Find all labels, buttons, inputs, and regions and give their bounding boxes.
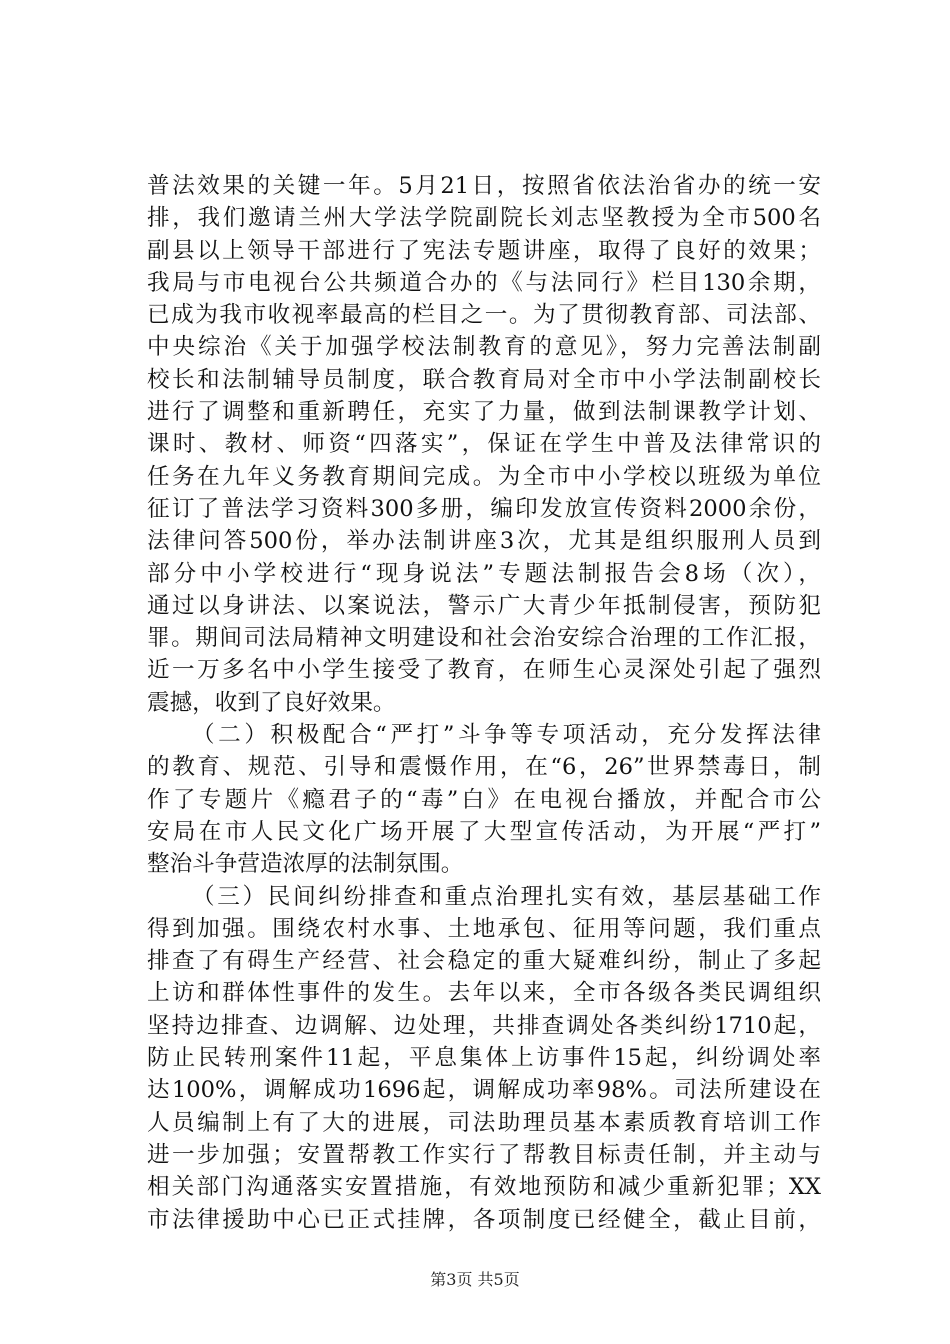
text-line: 震撼，收到了良好效果。 [147,689,396,716]
text-line: 征订了普法学习资料300多册，编印发放宣传资料2000余份， [147,495,821,522]
text-line: 上访和群体性事件的发生。去年以来，全市各级各类民调组织 [147,980,821,1007]
text-line: 近一万多名中小学生接受了教育，在师生心灵深处引起了强烈 [147,657,821,684]
text-line: 排查了有碍生产经营、社会稳定的重大疑难纠纷，制止了多起 [147,948,821,975]
text-line: 法律问答500份，举办法制讲座3次，尤其是组织服刑人员到 [147,528,821,555]
text-line: 坚持边排查、边调解、边处理，共排查调处各类纠纷1710起， [147,1012,821,1039]
text-line: 课时、教材、师资“四落实”，保证在学生中普及法律常识的 [147,431,821,458]
text-line: 已成为我市收视率最高的栏目之一。为了贯彻教育部、司法部、 [147,302,821,329]
text-line: 市法律援助中心已正式挂牌，各项制度已经健全，截止目前， [147,1206,821,1233]
text-line: 进行了调整和重新聘任，充实了力量，做到法制课教学计划、 [147,399,821,426]
text-line: 达100%，调解成功1696起，调解成功率98%。司法所建设在 [147,1077,821,1104]
text-line: 整治斗争营造浓厚的法制氛围。 [147,851,464,878]
text-line: 我局与市电视台公共频道合办的《与法同行》栏目130余期， [147,269,821,296]
text-line: （三）民间纠纷排查和重点治理扎实有效，基层基础工作 [192,883,821,910]
text-line: 任务在九年义务教育期间完成。为全市中小学校以班级为单位 [147,463,821,490]
text-line: 安局在市人民文化广场开展了大型宣传活动，为开展“严打” [147,818,821,845]
text-line: 通过以身讲法、以案说法，警示广大青少年抵制侵害，预防犯 [147,592,821,619]
text-line: 中央综治《关于加强学校法制教育的意见》，努力完善法制副 [147,334,821,361]
text-line: 副县以上领导干部进行了宪法专题讲座，取得了良好的效果； [147,237,821,264]
text-line: 罪。期间司法局精神文明建设和社会治安综合治理的工作汇报， [147,625,821,652]
text-line: 人员编制上有了大的进展，司法助理员基本素质教育培训工作 [147,1109,821,1136]
text-line: 得到加强。围绕农村水事、土地承包、征用等问题，我们重点 [147,915,821,942]
text-line: 校长和法制辅导员制度，联合教育局对全市中小学法制副校长 [147,366,821,393]
text-line: 的教育、规范、引导和震慑作用，在“6，26”世界禁毒日，制 [147,754,821,781]
text-line: 相关部门沟通落实安置措施，有效地预防和减少重新犯罪；XX [147,1174,821,1201]
text-line: 防止民转刑案件11起，平息集体上访事件15起，纠纷调处率 [147,1045,821,1072]
text-line: （二）积极配合“严打”斗争等专项活动，充分发挥法律 [192,722,821,749]
text-line: 作了专题片《瘾君子的“毒”白》在电视台播放，并配合市公 [147,786,821,813]
text-line: 部分中小学校进行“现身说法”专题法制报告会8场（次）， [147,560,821,587]
text-line: 普法效果的关键一年。5月21日，按照省依法治省办的统一安 [147,173,821,199]
text-line: 排，我们邀请兰州大学法学院副院长刘志坚教授为全市500名 [147,205,821,232]
text-line: 进一步加强；安置帮教工作实行了帮教目标责任制，并主动与 [147,1141,821,1168]
body-text [147,170,821,1236]
page-footer: 第3页 共5页 [430,1270,520,1289]
